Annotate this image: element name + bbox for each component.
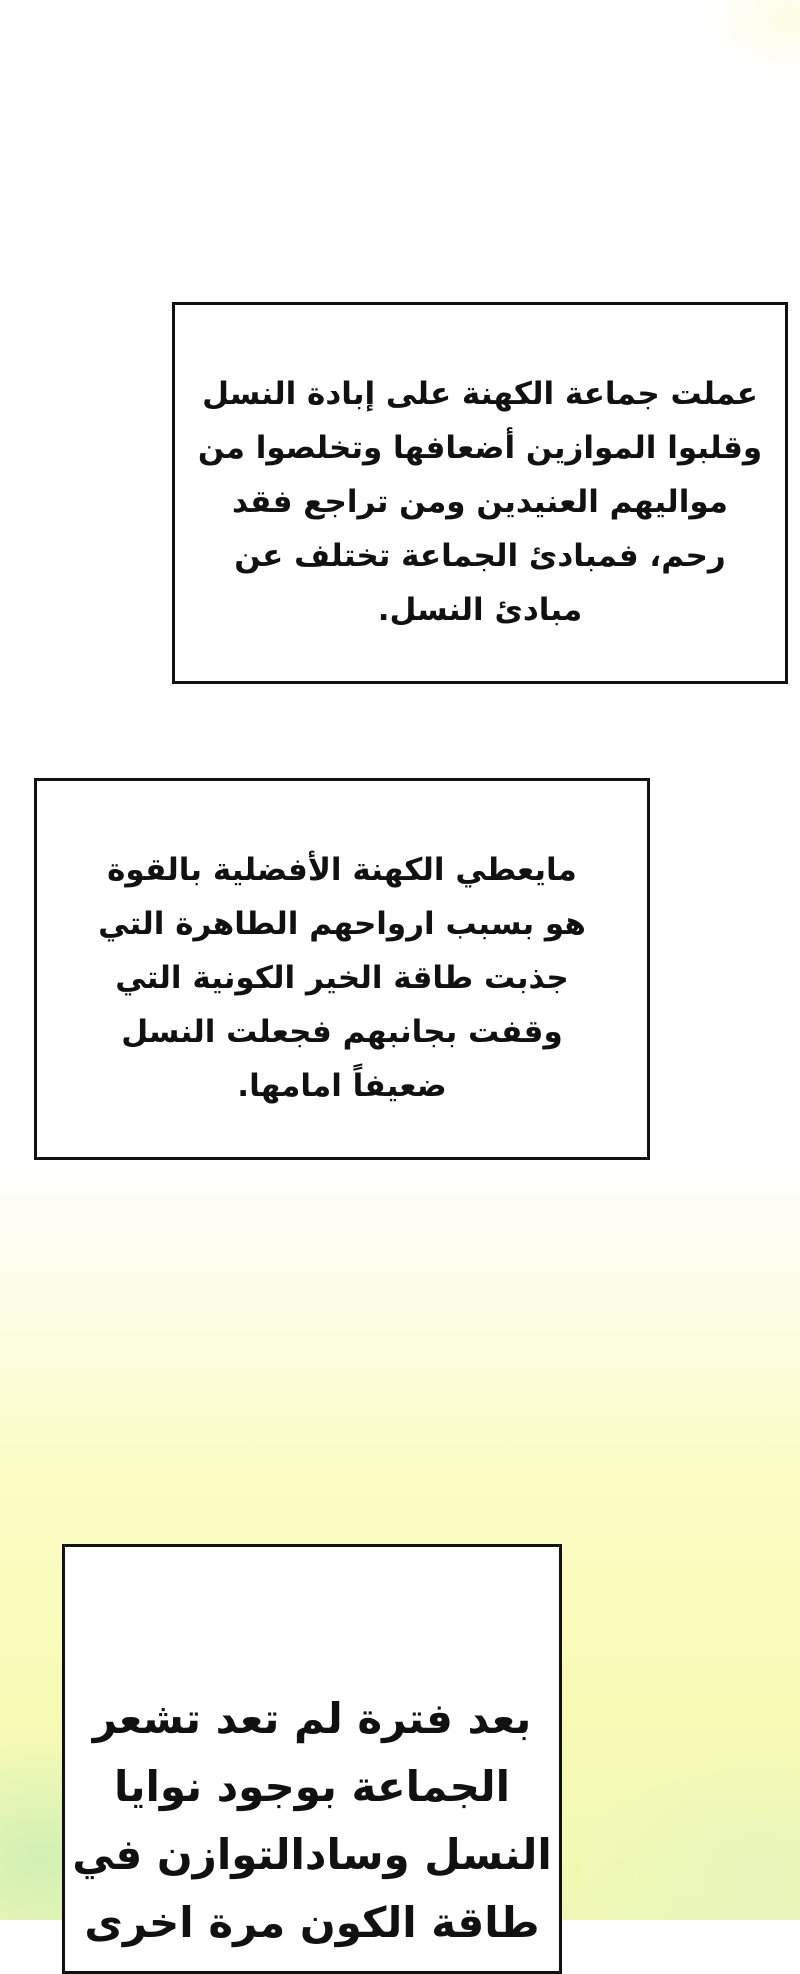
narration-box-3: [62, 1544, 562, 1974]
narration-text-2: مايعطي الكهنة الأفضلية بالقوة هو بسبب ارواحهم الطاهرة التي جذبت طاقة الخير الكونية التي وقفت بجانبهم فجعلت النسل ضعيفاً امامها.: [98, 852, 586, 1104]
narration-box-2: [34, 778, 650, 1160]
narration-text-3: بعد فترة لم تعد تشعر الجماعة بوجود نوايا النسل وسادالتوازن في طاقة الكون مرة اخرى: [72, 1694, 552, 1947]
narration-text-1: عملت جماعة الكهنة على إبادة النسل وقلبوا الموازين أضعافها وتخلصوا من مواليهم العنيدين ومن تراجع فقد رحم، فمبادئ الجماعة تختلف عن مبادئ النسل.: [197, 376, 763, 628]
narration-box-1: [172, 302, 788, 684]
